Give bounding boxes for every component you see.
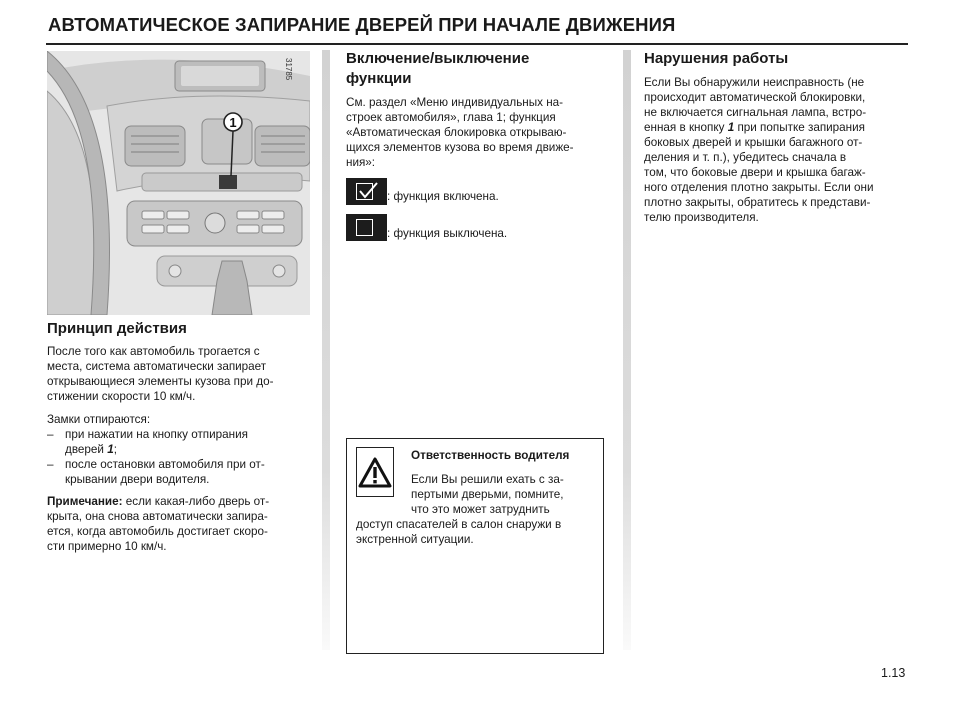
unlock-bullet-1 [65,427,310,457]
text-line: что это может затруднить [411,503,550,516]
unlock-bullet-2 [65,457,310,487]
button-ref: 1 [107,443,114,456]
principle-paragraph [47,344,310,404]
warning-triangle-icon [357,448,393,496]
toggle-heading: Включение/выключение функции [346,50,530,87]
warning-icon-frame [356,447,394,497]
text-line: стижении скорости 10 км/ч. [47,390,196,403]
text-line: ния»: [346,156,376,169]
driver-responsibility-box [346,438,604,654]
text-line: телю производителя. [644,211,759,224]
warning-title: Ответственность водителя [411,449,570,462]
text-line: Если Вы решили ехать с за- [411,473,564,486]
text-line: деления и т. п.), убедитесь сначала в [644,151,847,164]
text-line: См. раздел «Меню индивидуальных на- [346,96,564,109]
checkmark-icon [357,181,379,201]
text-line: доступ спасателей в салон снаружи в [356,518,562,531]
text-line: дверей 1; [65,443,117,456]
text-line: Если Вы обнаружили неисправность (не [644,76,865,89]
text-line: происходит автоматической блокировки, [644,91,866,104]
text-line: Примечание: если какая-либо дверь от- [47,495,270,508]
text-line: при нажатии на кнопку отпирания [65,428,248,441]
text-line: открывающиеся элементы кузова при до- [47,375,274,388]
column-divider-right [623,50,631,650]
dashboard-illustration [47,51,310,315]
principle-heading: Принцип действия [47,320,187,337]
text-line: ется, когда автомобиль достигает скоро- [47,525,268,538]
text-line: том, что боковые двери и крышка багаж- [644,166,866,179]
text-line: крывании двери водителя. [65,473,210,486]
checkbox-empty-icon [356,219,373,236]
text-line: экстренной ситуации. [356,533,474,546]
function-off-label: : функция выключена. [387,227,508,240]
bullet-dash: – [47,428,54,441]
figure-callout-1: 1 [229,115,237,130]
text-line: щихся элементов кузова во время движе- [346,141,574,154]
text-line: «Автоматическая блокировка открываю- [346,126,567,139]
malfunction-paragraph [644,75,906,225]
malfunction-heading: Нарушения работы [644,50,789,67]
toggle-paragraph [346,95,605,170]
text-line: крыта, она снова автоматически запира- [47,510,268,523]
text-line: енная в кнопку 1 при попытке запирания [644,121,865,134]
text-line: боковых дверей и крышки багажного от- [644,136,863,149]
note-label: Примечание: [47,495,123,508]
unlock-intro: Замки отпираются: [47,413,151,426]
text-line: после остановки автомобиля при от- [65,458,265,471]
page-title: АВТОМАТИЧЕСКОЕ ЗАПИРАНИЕ ДВЕРЕЙ ПРИ НАЧАЛЕ ДВИЖЕНИЯ [48,14,676,35]
text-line: пертыми дверьми, помните, [411,488,564,501]
function-off-switch [346,214,387,241]
title-rule [46,43,908,45]
function-on-label: : функция включена. [387,190,499,203]
text-line: После того как автомобиль трогается с [47,345,260,358]
text-line: места, система автоматически запирает [47,360,267,373]
bullet-dash: – [47,458,54,471]
figure-code: 31785 [284,58,293,81]
text-line: не включается сигнальная лампа, встро- [644,106,867,119]
page-number: 1.13 [881,666,906,680]
note-paragraph [47,494,310,554]
text-line: строек автомобиля», глава 1; функция [346,111,556,124]
text-line: сти примерно 10 км/ч. [47,540,167,553]
text-line: ного отделения плотно закрыты. Если они [644,181,874,194]
function-on-switch [346,178,387,205]
dashboard-figure [47,51,310,315]
button-ref: 1 [727,121,735,134]
warning-text-top [411,472,597,517]
column-divider-left [322,50,330,650]
text-line: плотно закрыты, обратитесь к представи- [644,196,871,209]
warning-text-bottom [356,517,597,547]
